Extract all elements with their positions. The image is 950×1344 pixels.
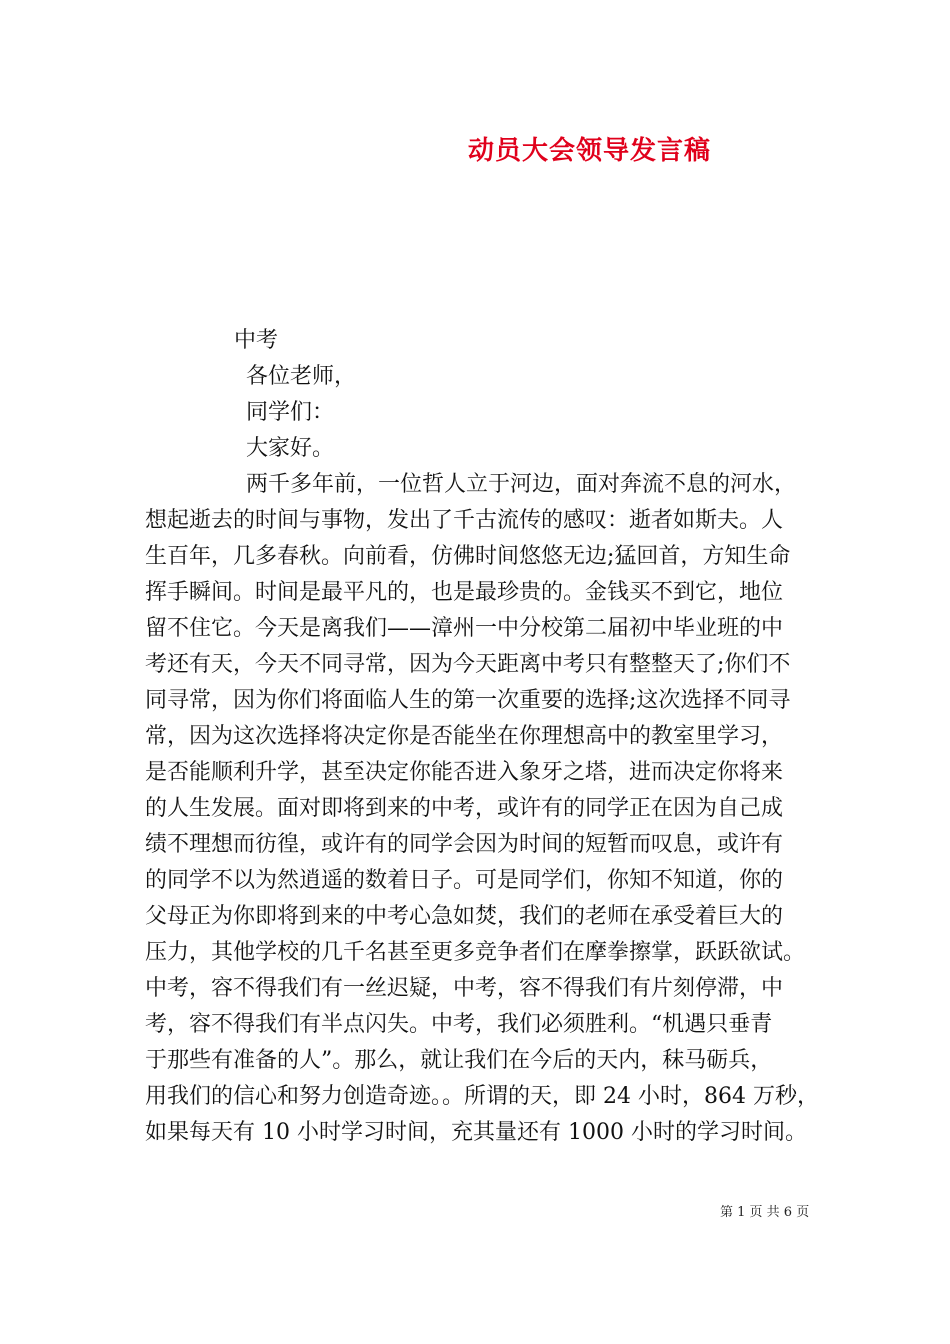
text-line: 留不住它。今天是离我们——漳州一中分校第二届初中毕业班的中 — [145, 616, 784, 641]
document-title: 动员大会领导发言稿 — [468, 136, 712, 166]
text-line: 父母正为你即将到来的中考心急如焚，我们的老师在承受着巨大的 — [145, 904, 784, 929]
text-line: 于那些有准备的人”。那么，就让我们在今后的天内，秣马砺兵， — [145, 1048, 773, 1073]
text-line: 的人生发展。面对即将到来的中考，或许有的同学正在因为自己成 — [145, 796, 784, 821]
text-line: 各位老师， — [246, 364, 357, 389]
text-line: 是否能顺利升学，甚至决定你能否进入象牙之塔，进而决定你将来 — [145, 760, 784, 785]
text-line: 中考 — [234, 328, 279, 353]
text-line: 如果每天有 10 小时学习时间，充其量还有 1000 小时的学习时间。 — [145, 1120, 807, 1145]
text-line: 中考，容不得我们有一丝迟疑，中考，容不得我们有片刻停滞，中 — [145, 976, 784, 1001]
text-line: 想起逝去的时间与事物，发出了千古流传的感叹：逝者如斯夫。人 — [145, 508, 784, 533]
text-line: 考，容不得我们有半点闪失。中考，我们必须胜利。“机遇只垂青 — [145, 1012, 773, 1037]
page-footer: 第 1 页 共 6 页 — [720, 1205, 810, 1220]
text-line: 同寻常，因为你们将面临人生的第一次重要的选择;这次选择不同寻 — [145, 688, 791, 713]
text-line: 两千多年前，一位哲人立于河边，面对奔流不息的河水， — [246, 472, 797, 497]
text-line: 同学们： — [246, 400, 335, 425]
text-line: 生百年，几多春秋。向前看，仿佛时间悠悠无边;猛回首，方知生命 — [145, 544, 791, 569]
text-line: 挥手瞬间。时间是最平凡的，也是最珍贵的。金钱买不到它，地位 — [145, 580, 784, 605]
text-line: 用我们的信心和努力创造奇迹。。所谓的天，即 24 小时，864 万秒， — [145, 1084, 819, 1109]
text-line: 压力，其他学校的几千名甚至更多竞争者们在摩拳擦掌，跃跃欲试。 — [145, 940, 806, 965]
text-line: 考还有天，今天不同寻常，因为今天距离中考只有整整天了;你们不 — [145, 652, 791, 677]
text-line: 的同学不以为然逍遥的数着日子。可是同学们，你知不知道，你的 — [145, 868, 784, 893]
text-line: 常，因为这次选择将决定你是否能坐在你理想高中的教室里学习， — [145, 724, 784, 749]
text-line: 绩不理想而彷徨，或许有的同学会因为时间的短暂而叹息，或许有 — [145, 832, 784, 857]
text-line: 大家好。 — [246, 436, 335, 461]
